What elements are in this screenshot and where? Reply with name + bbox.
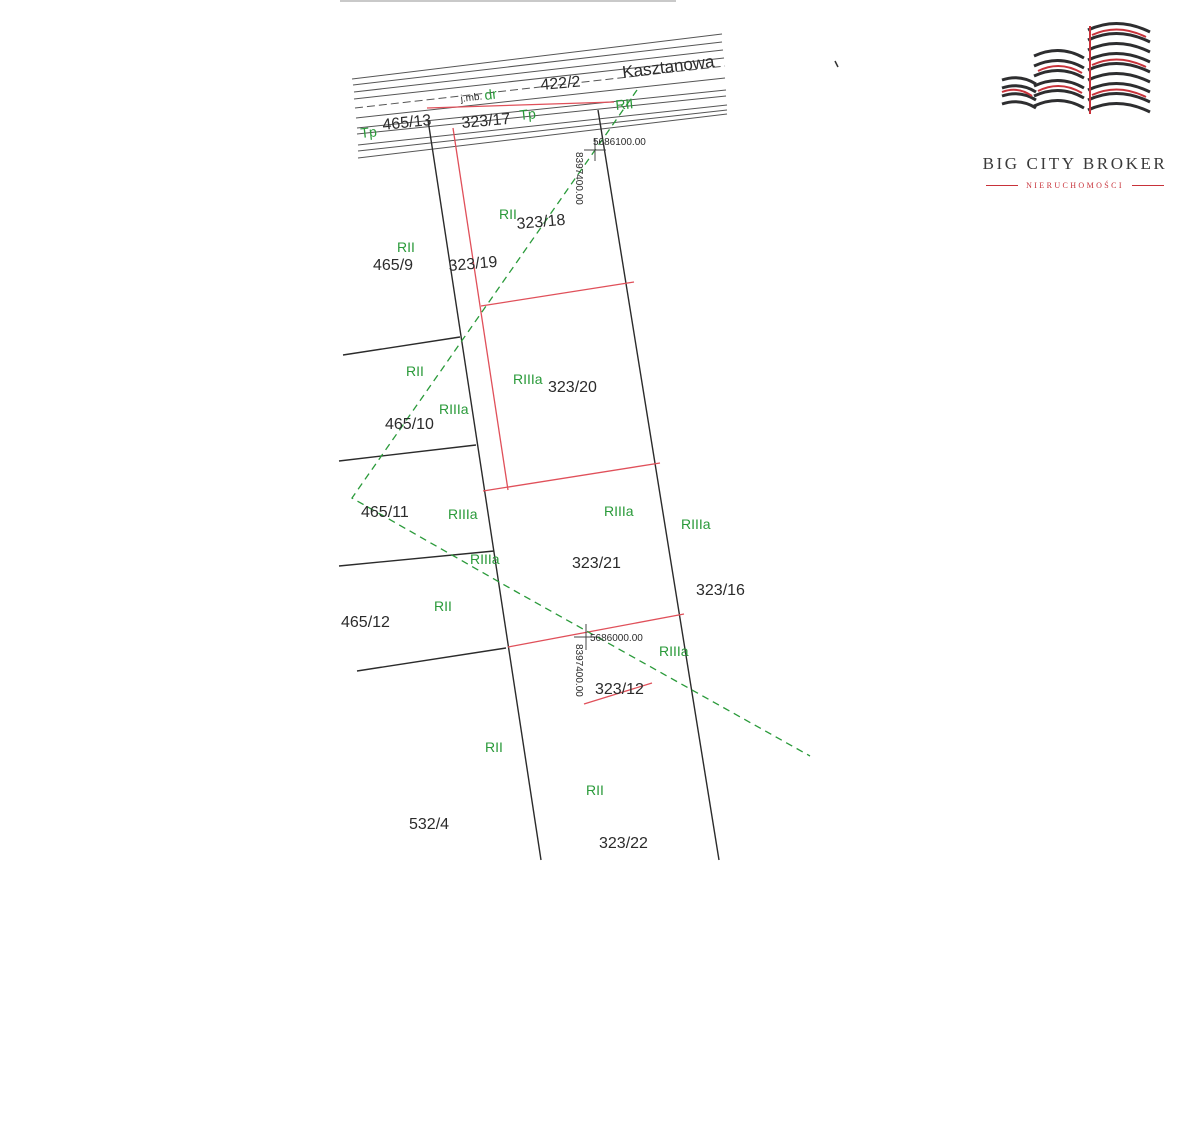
parcel-label-323-19: 323/19 bbox=[447, 253, 499, 275]
road-note-label: j.mb. bbox=[460, 91, 483, 105]
parcel-label-465-10: 465/10 bbox=[385, 416, 434, 433]
soil-class-label: RIIIa bbox=[470, 551, 500, 567]
parcel-label-323-18: 323/18 bbox=[515, 211, 567, 233]
soil-class-label: RIIIa bbox=[513, 371, 543, 387]
soil-class-label: RII bbox=[406, 363, 424, 379]
brand-subtitle: NIERUCHOMOŚCI bbox=[1026, 180, 1124, 190]
road-parcel-label: 422/2 bbox=[539, 73, 582, 94]
soil-class-label: RIIIa bbox=[448, 506, 478, 522]
soil-class-label: RII bbox=[499, 206, 517, 222]
parcel-label-323-21: 323/21 bbox=[572, 555, 621, 572]
parcel-label-323-22: 323/22 bbox=[599, 835, 648, 852]
soil-class-label: Tp bbox=[359, 123, 378, 141]
soil-class-label: RIIIa bbox=[659, 643, 689, 659]
building-skyline-icon bbox=[998, 18, 1152, 118]
coordinate-label: 8397400.00 bbox=[573, 152, 584, 205]
parcel-label-465-13: 465/13 bbox=[381, 111, 433, 134]
road-name-label: Kasztanowa bbox=[621, 51, 716, 82]
road-band bbox=[352, 34, 727, 158]
divider bbox=[986, 185, 1018, 186]
road-note-label: dr bbox=[483, 85, 498, 103]
parcel-label-323-17: 323/17 bbox=[460, 110, 512, 132]
coordinate-label: 5686000.00 bbox=[590, 633, 643, 644]
soil-class-label: RII bbox=[397, 239, 415, 255]
parcel-label-532-4: 532/4 bbox=[409, 816, 450, 833]
soil-class-label: RIIIa bbox=[604, 503, 634, 519]
divider bbox=[1132, 185, 1164, 186]
coordinate-label: 8397400.00 bbox=[573, 644, 584, 697]
brand-subtitle-row bbox=[968, 178, 1182, 192]
coordinate-label: 5686100.00 bbox=[593, 137, 646, 148]
brand-name: BIG CITY BROKER bbox=[982, 154, 1168, 173]
soil-class-label: RII bbox=[586, 782, 604, 798]
brand-logo bbox=[968, 18, 1182, 190]
corner-tick bbox=[835, 61, 838, 67]
soil-class-label: RII bbox=[485, 739, 503, 755]
soil-class-label: RII bbox=[434, 598, 452, 614]
parcel-label-465-11: 465/11 bbox=[361, 504, 409, 521]
parcel-label-323-16: 323/16 bbox=[696, 582, 745, 599]
parcel-label-465-9: 465/9 bbox=[373, 257, 414, 274]
parcel-label-323-12: 323/12 bbox=[595, 681, 644, 698]
soil-class-label: RII bbox=[614, 95, 635, 113]
soil-class-label: Tp bbox=[518, 105, 537, 123]
parcel-label-465-12: 465/12 bbox=[341, 614, 390, 631]
parcel-label-323-20: 323/20 bbox=[548, 379, 597, 396]
soil-class-label: RIIIa bbox=[681, 516, 711, 532]
soil-class-label: RIIIa bbox=[439, 401, 469, 417]
